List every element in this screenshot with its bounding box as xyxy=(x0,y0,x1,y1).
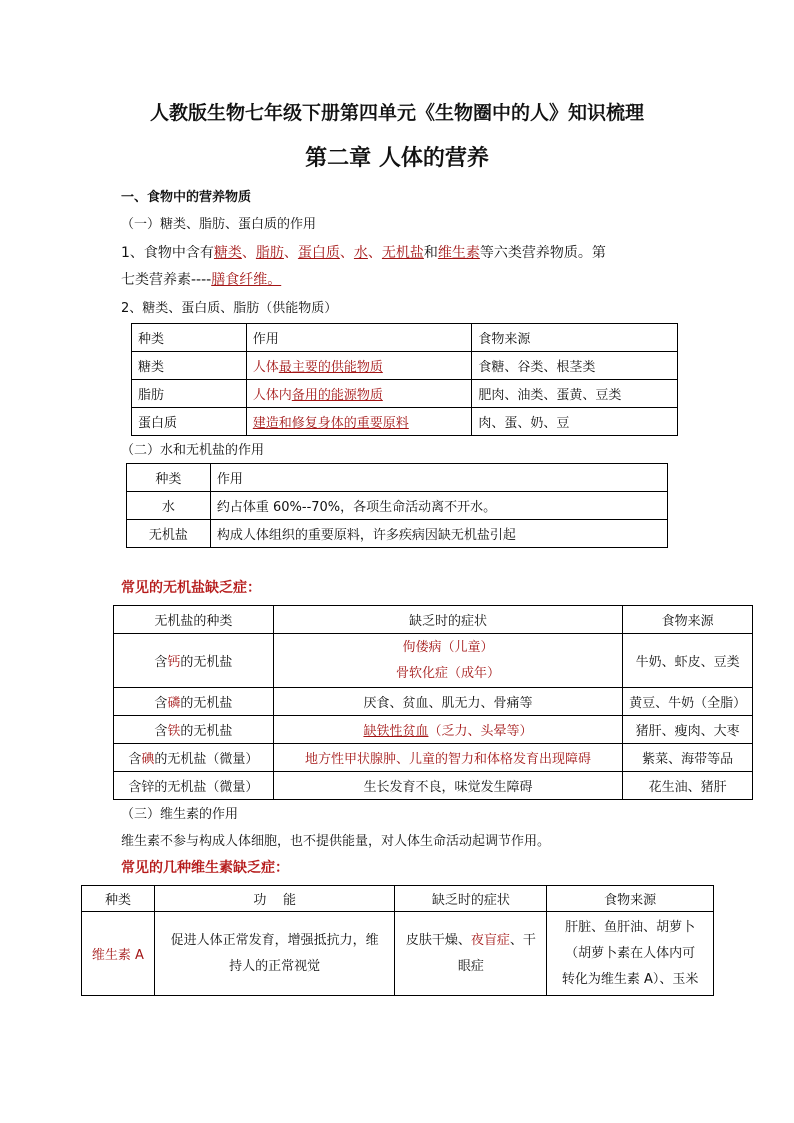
table-row xyxy=(82,912,714,996)
table-row xyxy=(127,520,668,548)
table-row xyxy=(132,408,678,436)
symptom-highlight: 缺铁性贫血 xyxy=(363,724,429,739)
nutrient-vitamin: 维生素 xyxy=(437,245,480,261)
table-header-row xyxy=(114,606,753,634)
function-cell xyxy=(246,380,472,408)
symptom-highlight: 夜盲症 xyxy=(470,932,510,948)
header-cell: 种类 xyxy=(82,886,155,912)
section-heading-nutrients: 一、食物中的营养物质 xyxy=(121,190,252,205)
table-row xyxy=(114,744,753,772)
source-cell: 食糖、谷类、根茎类 xyxy=(472,352,678,380)
header-cell: 食物来源 xyxy=(472,324,678,352)
mineral-prefix: 含 xyxy=(128,752,142,767)
subsection-heading-1: （一）糖类、脂肪、蛋白质的作用 xyxy=(121,217,317,232)
symptom-line xyxy=(401,928,540,954)
table-row xyxy=(132,352,678,380)
source-cell: 紫菜、海带等品 xyxy=(623,744,753,772)
subsection-heading-3: （三）维生素的作用 xyxy=(121,807,239,822)
symptom-cell xyxy=(273,634,622,688)
table-row xyxy=(114,772,753,800)
header-cell: 种类 xyxy=(127,464,211,492)
symptom-line: 佝偻病（儿童） xyxy=(402,639,494,655)
heading-mineral-deficiency: 常见的无机盐缺乏症： xyxy=(121,580,261,596)
function-cell: 构成人体组织的重要原料，许多疾病因缺无机盐引起 xyxy=(210,520,667,548)
function-highlight: 备用的能源物质 xyxy=(291,388,383,403)
paragraph-vitamins: 维生素不参与构成人体细胞，也不提供能量，对人体生命活动起调节作用。 xyxy=(121,834,551,849)
nutrient-mineral: 无机盐 xyxy=(381,245,424,261)
type-cell: 无机盐 xyxy=(127,520,211,548)
vitamin-type-cell: 维生素 A xyxy=(82,912,155,996)
paragraph-energy-nutrients: 2、糖类、蛋白质、脂肪（供能物质） xyxy=(121,301,338,316)
symptom-cell: 厌食、贫血、肌无力、骨痛等 xyxy=(273,688,622,716)
document-title: 人教版生物七年级下册第四单元《生物圈中的人》知识梳理 xyxy=(149,102,644,124)
header-cell: 食物来源 xyxy=(547,886,714,912)
p1-sep: 、 xyxy=(367,245,382,261)
table-water-minerals xyxy=(126,463,668,548)
nutrient-fiber: 膳食纤维。 xyxy=(211,272,282,288)
nutrient-carbohydrate: 糖类 xyxy=(213,245,242,261)
header-cell: 种类 xyxy=(132,324,247,352)
function-line: 促进人体正常发育，增强抵抗力，维 xyxy=(170,932,379,948)
nutrient-water: 水 xyxy=(353,245,368,261)
nutrient-protein: 蛋白质 xyxy=(297,245,340,261)
header-cell: 作用 xyxy=(246,324,472,352)
p1-sep: 、 xyxy=(339,245,354,261)
table-row xyxy=(132,380,678,408)
symptom-prefix: 皮肤干燥、 xyxy=(405,932,471,948)
function-cell xyxy=(246,408,472,436)
source-cell: 猪肝、瘦肉、大枣 xyxy=(623,716,753,744)
symptom-cell xyxy=(395,912,547,996)
symptom-cell xyxy=(273,716,622,744)
mineral-prefix: 含 xyxy=(154,655,168,670)
mineral-suffix: 的无机盐 xyxy=(180,724,233,739)
nutrient-fat: 脂肪 xyxy=(255,245,284,261)
function-cell xyxy=(246,352,472,380)
source-cell: 黄豆、牛奶（全脂） xyxy=(623,688,753,716)
header-cell: 缺乏时的症状 xyxy=(395,886,547,912)
heading-vitamin-deficiency: 常见的几种维生素缺乏症： xyxy=(121,860,289,876)
header-cell: 功 能 xyxy=(154,886,395,912)
table-row xyxy=(127,492,668,520)
function-prefix: 人体 xyxy=(252,360,279,375)
symptom-cell: 生长发育不良，味觉发生障碍 xyxy=(273,772,622,800)
mineral-prefix: 含 xyxy=(154,724,168,739)
mineral-cell xyxy=(114,716,274,744)
paragraph-six-nutrients xyxy=(121,242,606,262)
mineral-suffix: 锌的无机盐（微量） xyxy=(141,780,259,795)
function-prefix: 人体内 xyxy=(252,388,292,403)
source-cell: 牛奶、虾皮、豆类 xyxy=(623,634,753,688)
table-header-row xyxy=(132,324,678,352)
table-mineral-deficiency xyxy=(113,605,753,800)
symptom-cell: 地方性甲状腺肿、儿童的智力和体格发育出现障碍 xyxy=(273,744,622,772)
mineral-element: 碘 xyxy=(141,752,155,767)
mineral-suffix: 的无机盐（微量） xyxy=(154,752,259,767)
paragraph-seventh-nutrient xyxy=(121,269,281,289)
function-cell xyxy=(154,912,395,996)
table-energy-nutrients xyxy=(131,323,678,436)
mineral-cell xyxy=(114,688,274,716)
function-line: 持人的正常视觉 xyxy=(229,958,321,974)
source-cell xyxy=(547,912,714,996)
table-row xyxy=(114,716,753,744)
chapter-heading: 第二章 人体的营养 xyxy=(305,145,489,171)
type-cell: 水 xyxy=(127,492,211,520)
p1-sep: 、 xyxy=(283,245,298,261)
mineral-element: 铁 xyxy=(167,724,181,739)
source-cell: 花生油、猪肝 xyxy=(623,772,753,800)
mineral-element: 磷 xyxy=(167,696,181,711)
p1-line2-prefix: 七类营养素---- xyxy=(121,272,212,288)
function-highlight: 建造和修复身体的重要原料 xyxy=(252,416,409,431)
symptom-line: 眼症 xyxy=(457,958,484,974)
header-cell: 无机盐的种类 xyxy=(114,606,274,634)
symptom-detail: （乏力、头晕等） xyxy=(428,724,533,739)
table-row xyxy=(114,688,753,716)
header-cell: 缺乏时的症状 xyxy=(273,606,622,634)
mineral-element: 钙 xyxy=(167,655,181,670)
mineral-prefix: 含 xyxy=(128,780,142,795)
mineral-cell xyxy=(114,744,274,772)
table-header-row xyxy=(127,464,668,492)
p1-sep: 、 xyxy=(241,245,256,261)
type-cell: 脂肪 xyxy=(132,380,247,408)
source-line: （胡萝卜素在人体内可 xyxy=(565,945,696,961)
source-line: 转化为维生素 A）、玉米 xyxy=(561,971,699,987)
source-line: 肝脏、鱼肝油、胡萝卜 xyxy=(565,919,696,935)
mineral-cell xyxy=(114,772,274,800)
p1-suffix: 等六类营养物质。第 xyxy=(479,245,606,261)
type-cell: 蛋白质 xyxy=(132,408,247,436)
symptom-suffix: 、干 xyxy=(509,932,536,948)
header-cell: 食物来源 xyxy=(623,606,753,634)
mineral-prefix: 含 xyxy=(154,696,168,711)
header-cell: 作用 xyxy=(210,464,667,492)
source-cell: 肉、蛋、奶、豆 xyxy=(472,408,678,436)
function-highlight: 最主要的供能物质 xyxy=(278,360,383,375)
mineral-cell xyxy=(114,634,274,688)
table-vitamin-deficiency xyxy=(81,885,714,996)
source-cell: 肥肉、油类、蛋黄、豆类 xyxy=(472,380,678,408)
mineral-suffix: 的无机盐 xyxy=(180,655,233,670)
p1-prefix: 1、食物中含有 xyxy=(121,245,214,261)
type-cell: 糖类 xyxy=(132,352,247,380)
table-row xyxy=(114,634,753,688)
symptom-line: 骨软化症（成年） xyxy=(395,665,500,681)
subsection-heading-2: （二）水和无机盐的作用 xyxy=(121,443,265,458)
table-header-row xyxy=(82,886,714,912)
mineral-suffix: 的无机盐 xyxy=(180,696,233,711)
function-cell: 约占体重 60%--70%，各项生命活动离不开水。 xyxy=(210,492,667,520)
p1-and: 和 xyxy=(423,245,438,261)
